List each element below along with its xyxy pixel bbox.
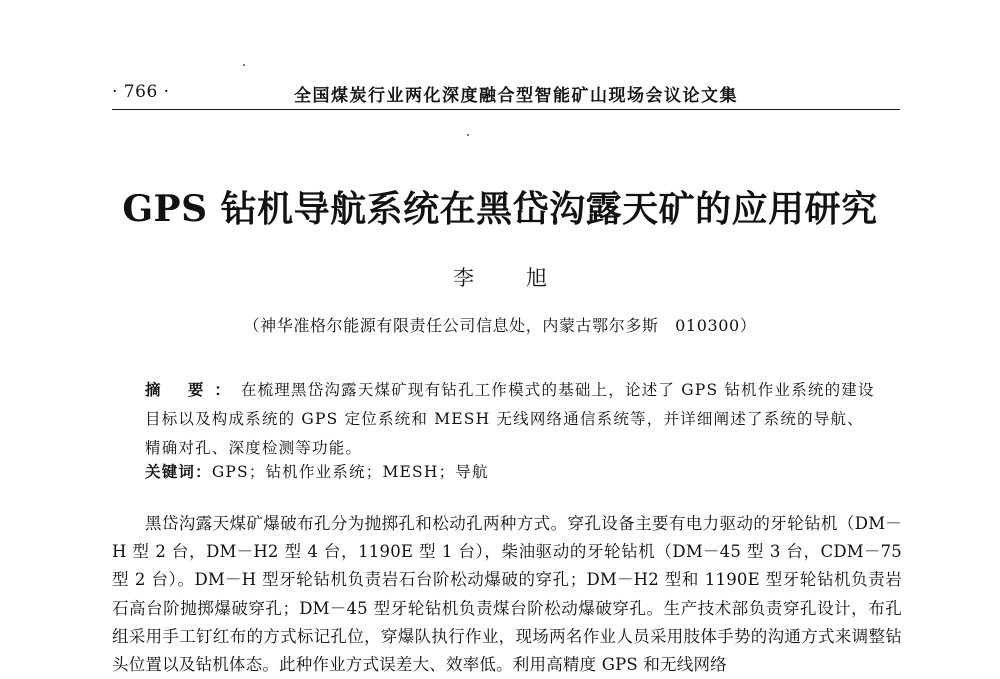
abstract [145,375,875,463]
abstract-label: 摘 要： [145,380,241,399]
keywords [145,460,875,482]
scan-speck [467,134,469,136]
running-header [112,80,900,108]
header-rule [112,109,900,110]
running-title: 全国煤炭行业两化深度融合型智能矿山现场会议论文集 [294,86,738,106]
body-paragraph: 黑岱沟露天煤矿爆破布孔分为抛掷孔和松动孔两种方式。穿孔设备主要有电力驱动的牙轮钻机（DM－H 型 2 台，DM－H2 型 4 台，1190E 型 1 台），柴油驱动的牙轮钻机（DM－45 型 3 台，CDM－75 型 2 台）。DM－H 型牙轮钻机负责岩石台阶松动爆破的穿孔；DM－H2 型和 1190E 型牙轮钻机负责岩石高台阶抛掷爆破穿孔；DM－45 型牙轮钻机负责煤台阶松动爆破穿孔。生产技术部负责穿孔设计，布孔组采用手工钉红布的方式标记孔位，穿爆队执行作业，现场两名作业人员采用肢体手势的沟通方式来调整钻头位置以及钻机体态。此种作业方式误差大、效率低。利用高精度 GPS 和无线网络 [112,514,902,675]
page-number: · 766 · [112,82,170,102]
keywords-label: 关键词： [145,462,212,481]
keywords-text: GPS；钻机作业系统；MESH；导航 [211,463,489,481]
author-affiliation: （神华准格尔能源有限责任公司信息处，内蒙古鄂尔多斯 010300） [243,316,757,335]
author-name: 李旭 [453,266,599,290]
scan-speck [243,64,245,66]
article-title: GPS 钻机导航系统在黑岱沟露天矿的应用研究 [122,188,878,230]
abstract-text: 在梳理黑岱沟露天煤矿现有钻孔工作模式的基础上，论述了 GPS 钻机作业系统的建设目标以及构成系统的 GPS 定位系统和 MESH 无线网络通信系统等，并详细阐述了系统的导航、精确对孔、深度检测等功能。 [145,381,875,457]
